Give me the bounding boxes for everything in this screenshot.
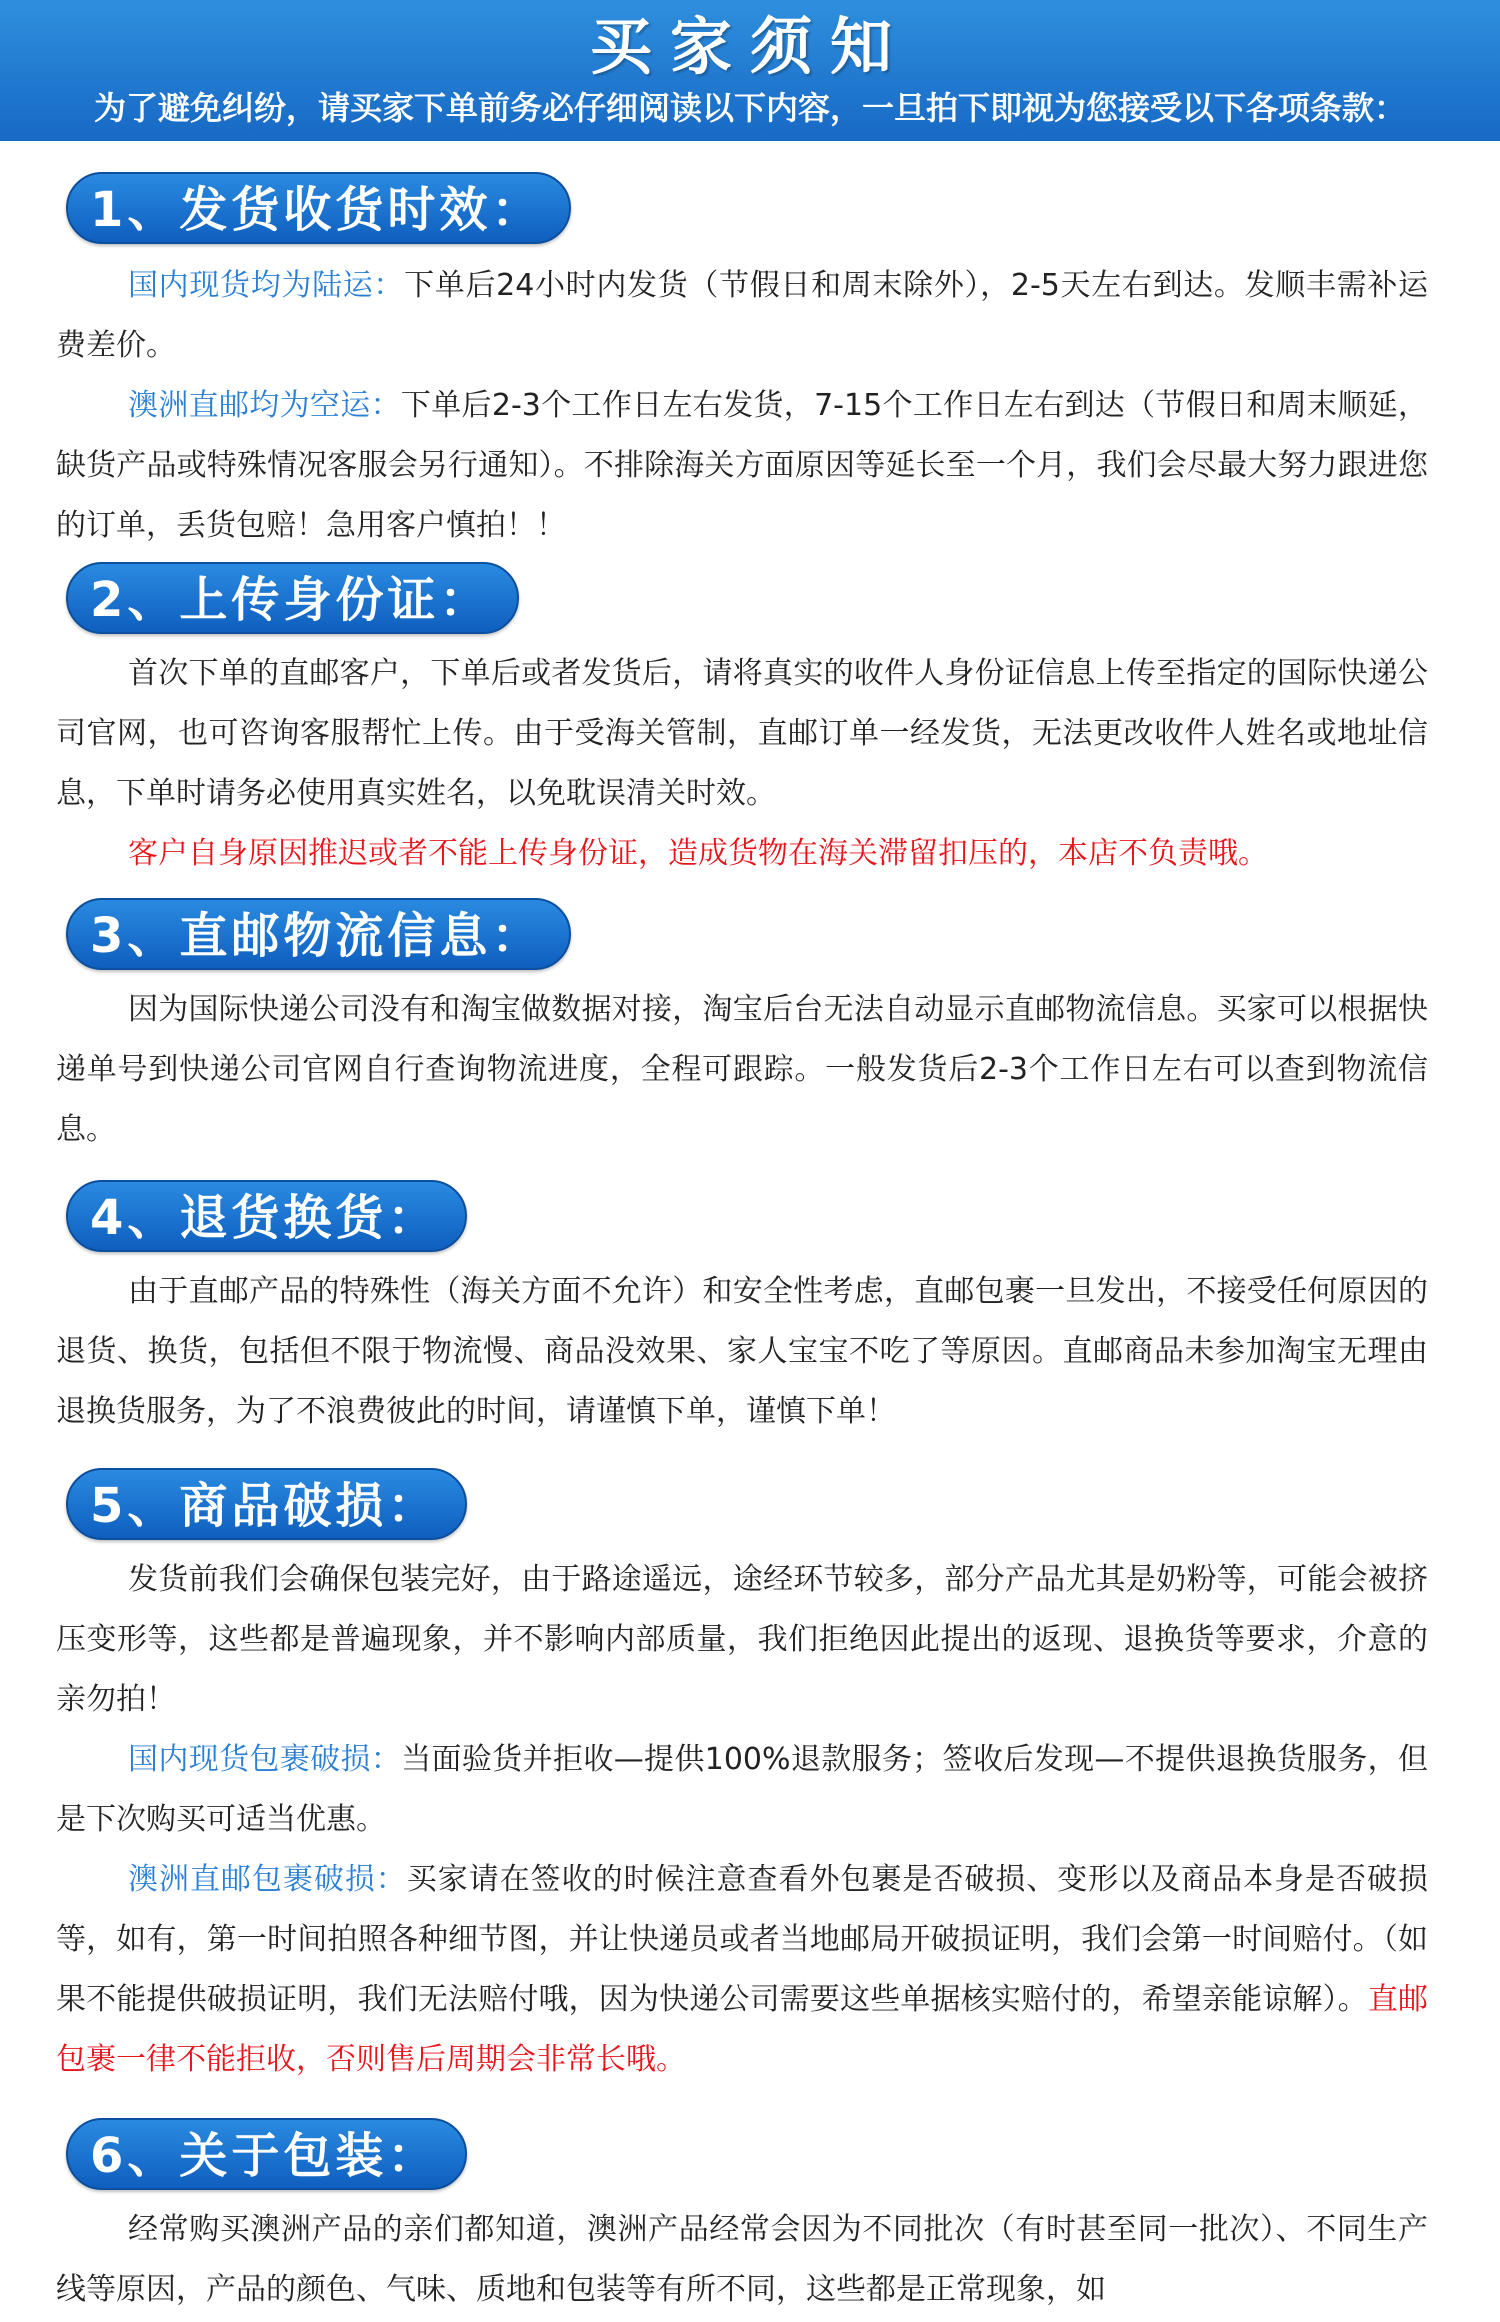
section-2-paragraph-1: 首次下单的直邮客户，下单后或者发货后，请将真实的收件人身份证信息上传至指定的国际快递公司官网，也可咨询客服帮忙上传。由于受海关管制，直邮订单一经发货，无法更改收件人姓名或地址信息，下单时请务必使用真实姓名，以免耽误清关时效。 [56,656,1428,811]
paragraph-text: 下单后2-3个工作日左右发货，7-15个工作日左右到达（节假日和周末顺延，缺货产品或特殊情况客服会另行通知）。不排除海关方面原因等延长至一个月，我们会尽最大努力跟进您的订单，丢货包赔！急用客户慎拍！！ [56,388,1428,543]
section-5-paragraph-3 [56,1850,1428,2090]
paragraph-text: 买家请在签收的时候注意查看外包裹是否破损、变形以及商品本身是否破损等，如有，第一时间拍照各种细节图，并让快递员或者当地邮局开破损证明，我们会第一时间赔付。（如果不能提供破损证明，我们无法赔付哦，因为快递公司需要这些单据核实赔付的，希望亲能谅解）。 [56,1862,1428,2017]
section-5-paragraph-2 [56,1730,1428,1850]
section-1-paragraph-1 [56,256,1428,376]
section-heading-damage: 5、商品破损： [66,1468,467,1540]
header-banner [0,0,1500,141]
section-heading-returns: 4、退货换货： [66,1180,467,1252]
section-1-paragraph-2 [56,376,1428,556]
label-domestic-stock: 国内现货均为陆运： [128,268,405,303]
section-5-paragraph-1: 发货前我们会确保包装完好，由于路途遥远，途经环节较多，部分产品尤其是奶粉等，可能会被挤压变形等，这些都是普遍现象，并不影响内部质量，我们拒绝因此提出的返现、退换货等要求，介意的亲勿拍！ [56,1562,1428,1717]
label-australia-damage: 澳洲直邮包裹破损： [128,1862,407,1897]
no-reject-warning: 直邮包裹一律不能拒收，否则售后周期会非常长哦。 [56,1982,1428,2077]
section-heading-shipping-time: 1、发货收货时效： [66,172,571,244]
label-australia-direct: 澳洲直邮均为空运： [128,388,401,423]
label-domestic-damage: 国内现货包裹破损： [128,1742,402,1777]
section-6-paragraph-1: 经常购买澳洲产品的亲们都知道，澳洲产品经常会因为不同批次（有时甚至同一批次）、不同生产线等原因，产品的颜色、气味、质地和包装等有所不同，这些都是正常现象，如 [56,2212,1428,2307]
section-2-warning: 客户自身原因推迟或者不能上传身份证，造成货物在海关滞留扣压的，本店不负责哦。 [128,836,1268,871]
section-3-paragraph-1: 因为国际快递公司没有和淘宝做数据对接，淘宝后台无法自动显示直邮物流信息。买家可以根据快递单号到快递公司官网自行查询物流进度，全程可跟踪。一般发货后2-3个工作日左右可以查到物流信息。 [56,992,1428,1147]
paragraph-text: 当面验货并拒收—提供100%退款服务；签收后发现—不提供退换货服务，但是下次购买可适当优惠。 [56,1742,1428,1837]
page-subtitle: 为了避免纠纷，请买家下单前务必仔细阅读以下内容，一旦拍下即视为您接受以下各项条款： [93,89,1406,127]
section-heading-logistics-info: 3、直邮物流信息： [66,898,571,970]
section-heading-upload-id: 2、上传身份证： [66,562,519,634]
section-4-paragraph-1: 由于直邮产品的特殊性（海关方面不允许）和安全性考虑，直邮包裹一旦发出，不接受任何原因的退货、换货，包括但不限于物流慢、商品没效果、家人宝宝不吃了等原因。直邮商品未参加淘宝无理由退换货服务，为了不浪费彼此的时间，请谨慎下单，谨慎下单！ [56,1274,1428,1429]
page-title: 买家须知 [589,10,910,83]
paragraph-text: 下单后24小时内发货（节假日和周末除外），2-5天左右到达。发顺丰需补运费差价。 [56,268,1429,363]
section-heading-packaging: 6、关于包装： [66,2118,467,2190]
